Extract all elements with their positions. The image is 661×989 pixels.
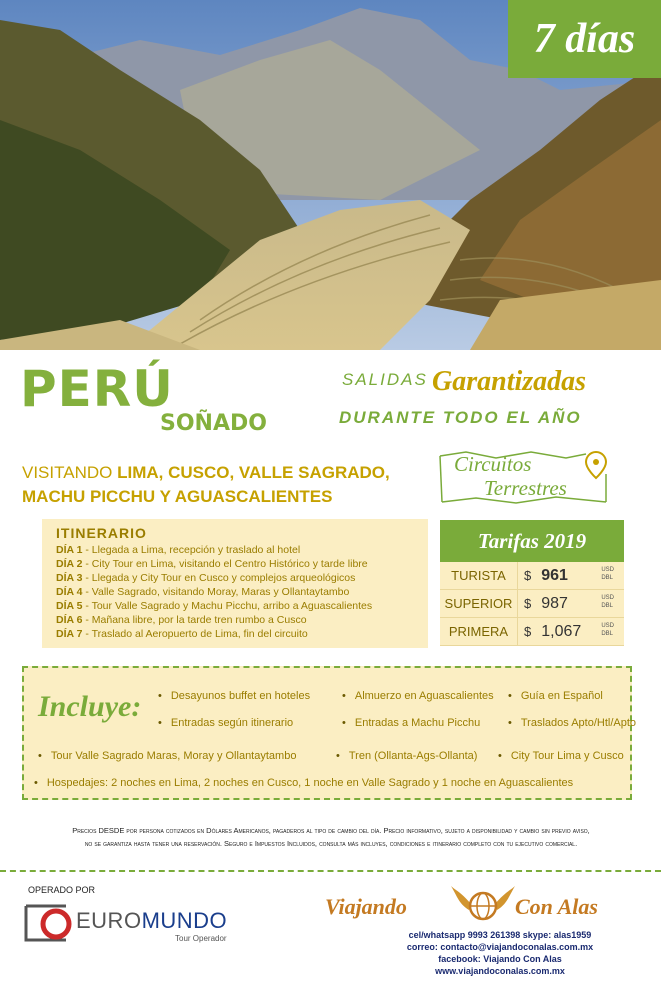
rate-category: SUPERIOR [440, 590, 518, 617]
itinerary-day [56, 613, 418, 627]
euromundo-logo [22, 900, 242, 946]
title-sub: SOÑADO [160, 411, 267, 436]
durante-label: DURANTE TODO EL AÑO [339, 408, 582, 427]
rate-unit: USD DBL [601, 623, 614, 637]
rate-price: 1,067 [541, 622, 582, 640]
euromundo-subtitle: Tour Operador [175, 934, 227, 943]
rate-row [440, 618, 624, 646]
day-text: - Mañana libre, por la tarde tren rumbo a Cusco [82, 614, 307, 626]
itinerary-day [56, 571, 418, 585]
contact-facebook: facebook: Viajando Con Alas [438, 954, 562, 964]
circuitos-word2: Terrestres [484, 476, 567, 500]
circuitos-word1: Circuitos [454, 452, 532, 476]
title-main: PERÚ [20, 360, 174, 418]
itinerary-day [56, 557, 418, 571]
operated-by-label: OPERADO POR [28, 885, 96, 895]
rates-table [440, 520, 624, 648]
currency-symbol: $ [524, 596, 532, 611]
day-label: DÍA 4 [56, 586, 83, 598]
itinerary-day [56, 543, 418, 557]
day-label: DÍA 5 [56, 600, 83, 612]
brand-word1: Viajando [325, 894, 407, 919]
rate-row [440, 590, 624, 618]
itinerary-day [56, 627, 418, 641]
destinations-prefix: VISITANDO [22, 463, 118, 482]
itinerary-box [42, 519, 428, 648]
includes-item: • Entradas a Machu Picchu [342, 717, 480, 729]
day-text: - Valle Sagrado, visitando Moray, Maras y Ollantaytambo [82, 586, 350, 598]
day-text: - Traslado al Aeropuerto de Lima, fin del circuito [82, 628, 308, 640]
includes-item: • Guía en Español [508, 690, 603, 702]
garantizadas-label: Garantizadas [432, 366, 587, 397]
brand-word2: Con Alas [515, 894, 598, 919]
circuitos-terrestres-logo [436, 448, 614, 506]
includes-box [22, 666, 637, 800]
rate-unit: USD DBL [601, 567, 614, 581]
contact-email: correo: contacto@viajandoconalas.com.mx [406, 942, 594, 952]
currency-symbol: $ [524, 568, 532, 583]
includes-item: • City Tour Lima y Cusco [498, 750, 624, 762]
viajando-con-alas-logo [325, 878, 615, 928]
includes-item: • Entradas según itinerario [158, 717, 293, 729]
destinations-line2: MACHU PICCHU Y AGUASCALIENTES [22, 487, 333, 506]
hero-landscape-image [0, 0, 661, 350]
contact-info [380, 929, 620, 977]
rate-row [440, 562, 624, 590]
day-text: - Tour Valle Sagrado y Machu Picchu, arribo a Aguascalientes [82, 600, 373, 612]
includes-item: • Desayunos buffet en hoteles [158, 690, 310, 702]
itinerary-title: ITINERARIO [56, 525, 147, 541]
day-text: - City Tour en Lima, visitando el Centro Histórico y tarde libre [82, 558, 368, 570]
includes-item: • Traslados Apto/Htl/Apto [508, 717, 636, 729]
day-text: - Llegada a Lima, recepción y traslado al hotel [82, 544, 301, 556]
winged-globe-icon [451, 882, 515, 928]
day-label: DÍA 1 [56, 544, 83, 556]
includes-item: • Tren (Ollanta-Ags-Ollanta) [336, 750, 477, 762]
itinerary-day [56, 599, 418, 613]
contact-phone: cel/whatsapp 9993 261398 skype: alas1959 [408, 930, 592, 940]
rate-price: 987 [541, 594, 568, 612]
footer-divider [0, 870, 661, 872]
day-label: DÍA 6 [56, 614, 83, 626]
contact-website: www.viajandoconalas.com.mx [435, 966, 565, 976]
rate-category: PRIMERA [440, 618, 518, 645]
day-label: DÍA 2 [56, 558, 83, 570]
rates-title: Tarifas 2019 [440, 520, 624, 562]
includes-title: Incluye: [38, 690, 142, 723]
rate-category: TURISTA [440, 562, 518, 589]
legal-disclaimer [22, 824, 640, 850]
legal-line: Precios DESDE por persona cotizados en Dólares Americanos, pagaderos al tipo de cambio del día. Precio informativo, sujeto a disponibilidad y cambio sin previo aviso, [72, 826, 590, 835]
legal-line: no se garantiza hasta tener una reservación. Seguro e Impuestos Incluidos, consulta más incluyes, condiciones e itinerario completo con tu ejecutivo comercial. [84, 839, 578, 848]
destinations-line1: LIMA, CUSCO, VALLE SAGRADO, [117, 463, 390, 482]
includes-item: • Hospedajes: 2 noches en Lima, 2 noches en Cusco, 1 noche en Valle Sagrado y 1 noche en Aguascalientes [34, 777, 573, 789]
rate-price: 961 [541, 566, 568, 584]
day-label: DÍA 3 [56, 572, 83, 584]
destinations-text [22, 461, 402, 509]
rate-unit: USD DBL [601, 595, 614, 609]
euromundo-emblem-icon [22, 902, 72, 944]
salidas-label: SALIDAS [342, 370, 428, 389]
euromundo-name: EUROMUNDO [76, 908, 228, 933]
day-label: DÍA 7 [56, 628, 83, 640]
day-text: - Llegada y City Tour en Cusco y complejos arqueológicos [82, 572, 356, 584]
days-badge: 7 días [508, 0, 661, 78]
currency-symbol: $ [524, 624, 532, 639]
includes-item: • Almuerzo en Aguascalientes [342, 690, 494, 702]
includes-item: • Tour Valle Sagrado Maras, Moray y Ollantaytambo [38, 750, 296, 762]
itinerary-day [56, 585, 418, 599]
